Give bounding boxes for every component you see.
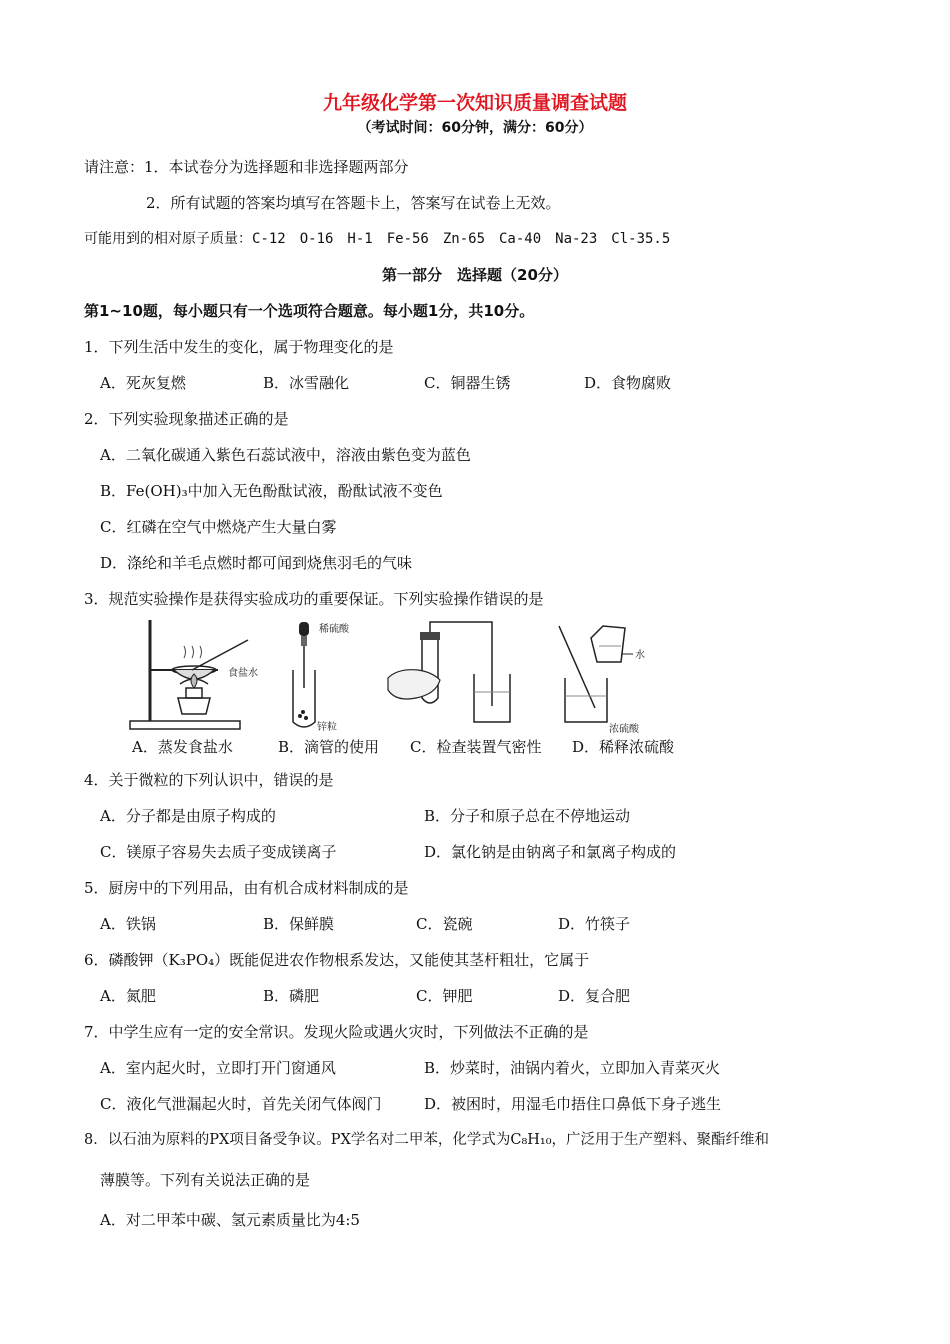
q5-option-d: D．竹筷子 (558, 915, 631, 933)
question-1-stem: 1．下列生活中发生的变化，属于物理变化的是 (84, 338, 394, 356)
question-4-stem: 4．关于微粒的下列认识中，错误的是 (84, 771, 334, 789)
atomic-masses: 可能用到的相对原子质量：C-12 O-16 H-1 Fe-56 Zn-65 Ca-40 Na-23 Cl-35.5 (84, 231, 671, 247)
q4-option-a: A．分子都是由原子构成的 (100, 807, 276, 825)
part1-heading: 第一部分 选择题（20分） (382, 266, 568, 284)
question-6-stem: 6．磷酸钾（K₃PO₄）既能促进农作物根系发达，又能使其茎杆粗壮，它属于 (84, 951, 590, 969)
q4-option-d: D．氯化钠是由钠离子和氯离子构成的 (424, 843, 677, 861)
question-3-stem: 3．规范实验操作是获得实验成功的重要保证。下列实验操作错误的是 (84, 590, 544, 608)
q2-option-d: D．涤纶和羊毛点燃时都可闻到烧焦羽毛的气味 (100, 554, 413, 572)
q2-option-a: A．二氧化碳通入紫色石蕊试液中，溶液由紫色变为蓝色 (100, 446, 471, 464)
q6-option-c: C．钾肥 (416, 987, 473, 1005)
label-dilute-acid: 稀硫酸 (319, 624, 349, 635)
q3-option-a: A．蒸发食盐水 (132, 738, 233, 756)
q1-option-d: D．食物腐败 (584, 374, 672, 392)
q1-option-b: B．冰雪融化 (263, 374, 350, 392)
question-8-stem: 8．以石油为原料的PX项目备受争议。PX学名对二甲苯，化学式为C₈H₁₀，广泛用于生产塑料、聚酯纤维和 (84, 1132, 770, 1148)
q2-option-c: C．红磷在空气中燃烧产生大量白雾 (100, 518, 337, 536)
q3-option-d: D．稀释浓硫酸 (572, 738, 675, 756)
label-salt-water: 食盐水 (228, 668, 258, 679)
dilution-figure (555, 618, 675, 733)
question-5-stem: 5．厨房中的下列用品，由有机合成材料制成的是 (84, 879, 409, 897)
exam-title: 九年级化学第一次知识质量调查试题 (322, 92, 627, 114)
q4-option-b: B．分子和原子总在不停地运动 (424, 807, 631, 825)
q1-option-a: A．死灰复燃 (100, 374, 186, 392)
q7-option-d: D．被困时，用湿毛巾捂住口鼻低下身子逃生 (424, 1095, 722, 1113)
evaporation-figure (128, 618, 268, 733)
question-7-stem: 7．中学生应有一定的安全常识。发现火险或遇火灾时，下列做法不正确的是 (84, 1023, 589, 1041)
q6-option-a: A．氮肥 (100, 987, 156, 1005)
note-line-1: 请注意：1．本试卷分为选择题和非选择题两部分 (84, 158, 409, 176)
q8-option-a: A．对二甲苯中碳、氢元素质量比为4:5 (100, 1211, 360, 1229)
q3-option-c: C．检查装置气密性 (410, 738, 542, 756)
label-conc-acid: 浓硫酸 (609, 724, 639, 733)
dropper-figure (285, 618, 375, 733)
q7-option-a: A．室内起火时，立即打开门窗通风 (100, 1059, 336, 1077)
q5-option-a: A．铁锅 (100, 915, 156, 933)
note-line-2: 2．所有试题的答案均填写在答题卡上，答案写在试卷上无效。 (146, 194, 561, 212)
q6-option-b: B．磷肥 (263, 987, 320, 1005)
exam-subtitle: （考试时间：60分钟，满分：60分） (357, 120, 593, 136)
q5-option-c: C．瓷碗 (416, 915, 473, 933)
section-instruction: 第1~10题，每小题只有一个选项符合题意。每小题1分，共10分。 (84, 302, 535, 320)
q3-figures (120, 618, 680, 738)
q3-option-b: B．滴管的使用 (278, 738, 380, 756)
q7-option-b: B．炒菜时，油锅内着火，立即加入青菜灭火 (424, 1059, 721, 1077)
question-8-stem-cont: 薄膜等。下列有关说法正确的是 (100, 1171, 311, 1189)
q2-option-b: B．Fe(OH)₃中加入无色酚酞试液，酚酞试液不变色 (100, 482, 443, 500)
label-water: 水 (635, 650, 645, 661)
q7-option-c: C．液化气泄漏起火时，首先关闭气体阀门 (100, 1095, 382, 1113)
q6-option-d: D．复合肥 (558, 987, 631, 1005)
q5-option-b: B．保鲜膜 (263, 915, 335, 933)
question-2-stem: 2．下列实验现象描述正确的是 (84, 410, 289, 428)
label-zinc: 锌粒 (317, 722, 337, 733)
airtightness-figure (382, 618, 522, 733)
q1-option-c: C．铜器生锈 (424, 374, 511, 392)
q4-option-c: C．镁原子容易失去质子变成镁离子 (100, 843, 337, 861)
